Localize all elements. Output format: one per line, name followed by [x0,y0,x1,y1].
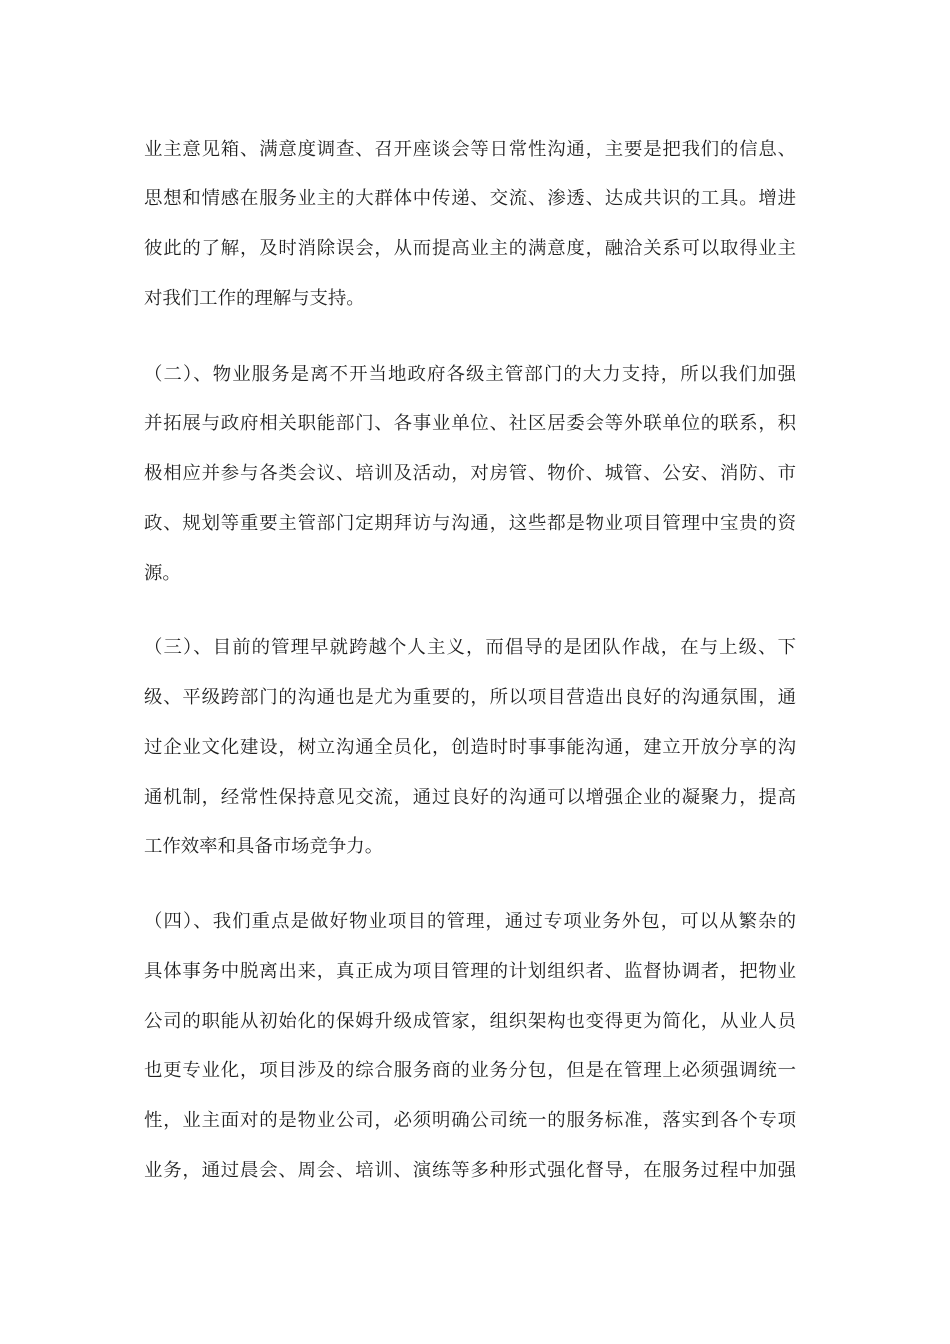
paragraph-4-line-2: 具体事务中脱离出来，真正成为项目管理的计划组织者、监督协调者，把物业 [144,961,796,982]
paragraph-3-line-5: 工作效率和具备市场竞争力。 [144,836,384,857]
paragraph-4-line-3: 公司的职能从初始化的保姆升级成管家，组织架构也变得更为简化，从业人员 [144,1011,796,1032]
paragraph-1-line-1: 业主意见箱、满意度调查、召开座谈会等日常性沟通，主要是把我们的信息、 [144,139,796,160]
paragraph-2-line-5: 源。 [144,563,181,584]
paragraph-3-line-3: 过企业文化建设，树立沟通全员化，创造时时事事能沟通，建立开放分享的沟 [144,737,796,758]
paragraph-1-line-4: 对我们工作的理解与支持。 [144,288,365,309]
paragraph-2-line-2: 并拓展与政府相关职能部门、各事业单位、社区居委会等外联单位的联系，积 [144,413,796,434]
paragraph-2-line-1: （二）、物业服务是离不开当地政府各级主管部门的大力支持，所以我们加强 [144,364,796,385]
paragraph-4-line-1: （四）、我们重点是做好物业项目的管理，通过专项业务外包，可以从繁杂的 [144,911,796,932]
paragraph-3-line-4: 通机制，经常性保持意见交流，通过良好的沟通可以增强企业的凝聚力，提高 [144,787,796,808]
paragraph-4-line-4: 也更专业化，项目涉及的综合服务商的业务分包，但是在管理上必须强调统一 [144,1060,796,1081]
paragraph-2-line-3: 极相应并参与各类会议、培训及活动，对房管、物价、城管、公安、消防、市 [144,463,796,484]
paragraph-2-line-4: 政、规划等重要主管部门定期拜访与沟通，这些都是物业项目管理中宝贵的资 [144,513,796,534]
paragraph-1-line-3: 彼此的了解，及时消除误会，从而提高业主的满意度，融洽关系可以取得业主 [144,238,796,259]
paragraph-3-line-1: （三）、目前的管理早就跨越个人主义，而倡导的是团队作战，在与上级、下 [144,637,796,658]
paragraph-1-line-2: 思想和情感在服务业主的大群体中传递、交流、渗透、达成共识的工具。增进 [144,188,796,209]
paragraph-4-line-6: 业务，通过晨会、周会、培训、演练等多种形式强化督导，在服务过程中加强 [144,1160,796,1181]
paragraph-4-line-5: 性，业主面对的是物业公司，必须明确公司统一的服务标准，落实到各个专项 [144,1110,796,1131]
paragraph-3-line-2: 级、平级跨部门的沟通也是尤为重要的，所以项目营造出良好的沟通氛围，通 [144,687,796,708]
